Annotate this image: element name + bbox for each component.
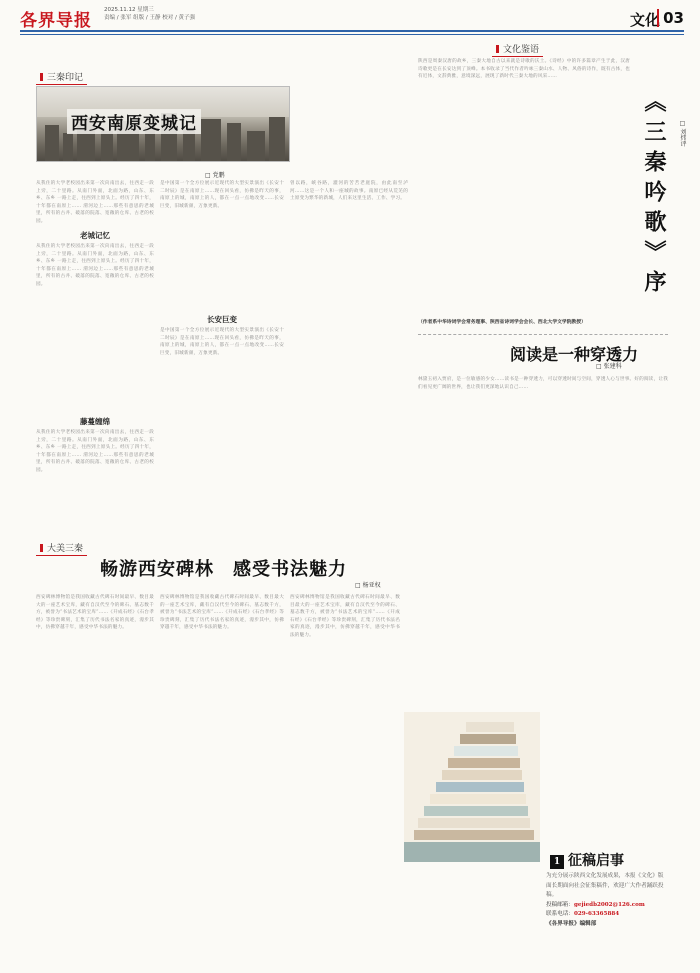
article-body: 从我住的大学老校园出来第一次向南出去，往西走一段上旁，二十里路。从南门外面，北面为路，山东、东乡、东乡 一路上走，往西到上原头上。经历了四十年，十年都在南原上…… 渭河边上……那些有意思的老城里，所有的古井、破落的院落、宽敞的仓库、古老的校园。 bbox=[36, 244, 154, 287]
section-tag-sanqin: 三秦印记 bbox=[36, 70, 87, 85]
header-rule-thin bbox=[20, 34, 684, 35]
book-spine bbox=[436, 782, 524, 792]
phone-label: 联系电话： bbox=[546, 911, 574, 918]
masthead-info bbox=[104, 6, 195, 22]
reading-body: 林黛玉初入贾府，是一位敏感的少女……读书是一种穿透力，可以穿透时间与空间，穿透人心与世事。好的阅读，让我们看见更广阔的世界，也让我们更深地认识自己…… bbox=[418, 377, 668, 390]
editors-line: 责编 / 张军 组版 / 王静 校对 / 黄子强 bbox=[104, 15, 196, 21]
section-tag-culture: 文化鉴语 bbox=[492, 42, 543, 57]
article-body: 从我住的大学老校园出来第一次向南出去，往西走一段上旁，二十里路。从南门外面，北面为路，山东、东乡、东乡 一路上走，往西到上原头上。经历了四十年，十年都在南原上…… 渭河边上……那些有意思的老城里，所有的古井、破落的院落、宽敞的仓库、古老的校园。 bbox=[36, 181, 154, 224]
article-subhead: 长安巨变 bbox=[207, 315, 237, 324]
author-note: （作者系中华诗词学会常务理事、陕西省诗词学会会长、西北大学文学院教授） bbox=[418, 319, 586, 325]
label-number: 1 bbox=[550, 855, 564, 869]
section-tag-dameisanqin: 大美三秦 bbox=[36, 541, 87, 556]
issue-date: 2025.11.12 星期三 bbox=[104, 7, 154, 13]
book-spine bbox=[414, 830, 534, 840]
article-author: □ 党鹏 bbox=[205, 172, 225, 179]
stele-author: □ 杨亚权 bbox=[355, 582, 381, 589]
article-body: 是中国第一个全方位展示近现代的大型实景演出《长安十二时辰》是在南原上……现在回头看，仿佛是昨天的事，南原上的城，南原上的人，都在一点一点地改变……长安巨变，旧城新颜，万象更新。 bbox=[160, 181, 284, 209]
article-body: 从我住的大学老校园出来第一次向南出去，往西走一段上旁，二十里路。从南门外面，北面为路，山东、东乡、东乡 一路上走，往西到上原头上。经历了四十年，十年都在南原上…… 渭河边上……那些有意思的老城里，所有的古井、破落的院落、宽敞的仓库、古老的校园。 bbox=[36, 430, 154, 473]
divider bbox=[418, 334, 668, 335]
photo-building bbox=[63, 133, 73, 161]
masthead-logo: 各界导报 bbox=[20, 11, 92, 31]
phone-row bbox=[546, 910, 668, 920]
book-spine bbox=[442, 770, 522, 780]
article-subhead: 老城记忆 bbox=[80, 231, 110, 240]
book-spine bbox=[424, 806, 528, 816]
article-body: 是中国第一个全方位展示近现代的大型实景演出《长安十二时辰》是在南原上……现在回头看，仿佛是昨天的事，南原上的城，南原上的人，都在一点一点地改变……长安巨变，旧城新颜，万象更新。 bbox=[160, 328, 284, 356]
preface-title: 《三秦吟歌》序 bbox=[641, 90, 667, 300]
book-spine bbox=[418, 818, 530, 828]
photo-building bbox=[101, 131, 113, 161]
email-label: 投稿邮箱： bbox=[546, 901, 574, 908]
book-spine bbox=[430, 794, 526, 804]
book-spine bbox=[466, 722, 514, 732]
header-rule bbox=[20, 30, 684, 32]
call-body: 为充分展示陕西文化发展成果，本报《文化》版面长期面向社会征集稿件，欢迎广大作者踊跃投稿。 bbox=[546, 873, 664, 899]
reading-title: 阅读是一种穿透力 bbox=[510, 345, 639, 364]
article-title: 西安南原变城记 bbox=[67, 109, 201, 134]
editorial-sign: 《各界导报》编辑部 bbox=[546, 920, 597, 927]
article-photo-city bbox=[36, 86, 290, 162]
email-link[interactable]: gejiedb2002@126.com bbox=[573, 901, 645, 908]
label-text: 征稿启事 bbox=[568, 853, 624, 869]
page-number: 03 bbox=[657, 9, 684, 27]
books-illustration bbox=[404, 712, 540, 862]
article-subhead: 藤蔓缠绵 bbox=[80, 417, 110, 426]
phone-number: 029-63365884 bbox=[573, 911, 620, 918]
call-for-papers-label bbox=[550, 850, 624, 870]
section-title: 文化 bbox=[629, 11, 660, 29]
preface-author: □ 刘炜评 bbox=[679, 120, 686, 147]
article-body: 曾以路，峡谷路，灌河的苦苦老庭院，由此南至泸河……这是一个人和一座城的故事。南原已经从荒芜的土原变为繁华的新城，人们来这里生活、工作、学习。 bbox=[290, 181, 408, 202]
stele-body: 西安碑林博物馆是我国收藏古代碑石时间最早、数目最大的一座艺术宝库，藏有自汉代至今的碑石、墓志数千方，被誉为“书法艺术的宝库”……《开成石经》《石台孝经》等珍贵碑刻，汇集了历代书法名家的真迹，漫步其中，仿佛穿越千年，感受中华书法的魅力。 bbox=[290, 595, 400, 638]
preface-body: 陕西是周秦汉唐的故乡，三秦大地自古以来就是诗歌的沃土。《诗经》中的许多篇章产生于此，汉唐诗歌更是在长安达到了顶峰。本书收录了当代作者吟咏三秦山水、人物、风俗的诗作，既有古体，也有近体，文辞典雅，意境深远，展现了新时代三秦大地的风采…… bbox=[418, 59, 630, 80]
email-row bbox=[546, 901, 668, 911]
call-for-papers-box bbox=[546, 872, 668, 930]
reading-author: □ 张建科 bbox=[596, 363, 622, 370]
photo-building bbox=[269, 117, 285, 161]
photo-building bbox=[201, 119, 221, 161]
book-spine bbox=[448, 758, 520, 768]
photo-building bbox=[227, 123, 241, 161]
stele-body: 西安碑林博物馆是我国收藏古代碑石时间最早、数目最大的一座艺术宝库，藏有自汉代至今的碑石、墓志数千方，被誉为“书法艺术的宝库”……《开成石经》《石台孝经》等珍贵碑刻，汇集了历代书法名家的真迹，漫步其中，仿佛穿越千年，感受中华书法的魅力。 bbox=[36, 595, 154, 631]
photo-building bbox=[45, 125, 59, 161]
book-spine bbox=[454, 746, 518, 756]
stele-title: 畅游西安碑林 感受书法魅力 bbox=[100, 559, 347, 580]
book-spine bbox=[460, 734, 516, 744]
stele-body: 西安碑林博物馆是我国收藏古代碑石时间最早、数目最大的一座艺术宝库，藏有自汉代至今的碑石、墓志数千方，被誉为“书法艺术的宝库”……《开成石经》《石台孝经》等珍贵碑刻，汇集了历代书法名家的真迹，漫步其中，仿佛穿越千年，感受中华书法的魅力。 bbox=[160, 595, 284, 631]
photo-building bbox=[247, 131, 265, 161]
books-base bbox=[404, 842, 540, 862]
